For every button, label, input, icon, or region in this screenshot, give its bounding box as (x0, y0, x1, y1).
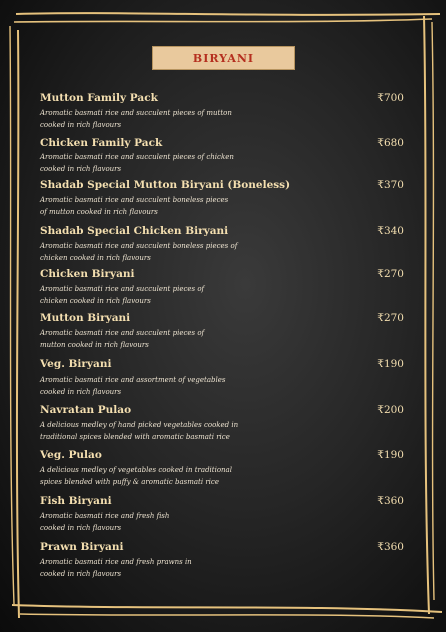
item-name: Shadab Special Mutton Biryani (Boneless) (40, 179, 291, 191)
item-price: ₹680 (377, 137, 404, 149)
item-description-line: spices blended with puffy & aromatic basmati rice (40, 478, 219, 486)
section-title: BIRYANI (192, 51, 255, 65)
section-title-box (152, 46, 295, 70)
item-name: Fish Biryani (40, 495, 112, 507)
item-description (40, 327, 240, 351)
item-description (40, 107, 240, 131)
item-description-line: cooked in rich flavours (40, 165, 122, 173)
item-description (40, 556, 240, 580)
item-name: Chicken Family Pack (40, 137, 163, 149)
item-description-line: Aromatic basmati rice and assortment of vegetables (40, 376, 226, 384)
item-price: ₹340 (377, 225, 404, 237)
item-description (40, 151, 240, 175)
item-price: ₹360 (377, 495, 404, 507)
item-description (40, 194, 240, 218)
item-description-line: Aromatic basmati rice and succulent pieces of mutton (40, 109, 232, 117)
item-name: Shadab Special Chicken Biryani (40, 225, 229, 237)
item-description (40, 283, 240, 307)
item-description-line: cooked in rich flavours (40, 121, 122, 129)
item-description-line: Aromatic basmati rice and fresh fish (40, 512, 170, 520)
item-price: ₹700 (377, 92, 404, 104)
item-description-line: mutton cooked in rich flavours (40, 341, 149, 349)
item-name: Chicken Biryani (40, 268, 135, 280)
item-name: Navratan Pulao (40, 404, 132, 416)
item-description-line: chicken cooked in rich flavours (40, 297, 151, 305)
item-description-line: chicken cooked in rich flavours (40, 254, 151, 262)
item-description (40, 374, 240, 398)
item-description-line: cooked in rich flavours (40, 388, 122, 396)
item-price: ₹270 (377, 268, 404, 280)
item-description (40, 464, 240, 488)
item-name: Prawn Biryani (40, 541, 124, 553)
item-description (40, 240, 240, 264)
item-description-line: of mutton cooked in rich flavours (40, 208, 158, 216)
item-description-line: Aromatic basmati rice and succulent pieces of (40, 285, 205, 293)
item-description-line: Aromatic basmati rice and succulent pieces of (40, 329, 205, 337)
item-description (40, 419, 240, 443)
item-name: Mutton Family Pack (40, 92, 158, 104)
item-price: ₹360 (377, 541, 404, 553)
item-description-line: cooked in rich flavours (40, 524, 122, 532)
item-price: ₹190 (377, 358, 404, 370)
item-price: ₹370 (377, 179, 404, 191)
item-description-line: cooked in rich flavours (40, 570, 122, 578)
item-price: ₹270 (377, 312, 404, 324)
item-description-line: Aromatic basmati rice and succulent pieces of chicken (40, 153, 234, 161)
item-description-line: Aromatic basmati rice and succulent boneless pieces (40, 196, 229, 204)
item-description-line: A delicious medley of vegetables cooked in traditional (40, 466, 232, 474)
item-price: ₹190 (377, 449, 404, 461)
item-description-line: Aromatic basmati rice and succulent boneless pieces of (40, 242, 238, 250)
item-price: ₹200 (377, 404, 404, 416)
item-description-line: traditional spices blended with aromatic basmati rice (40, 433, 230, 441)
item-name: Veg. Pulao (40, 449, 102, 461)
item-description (40, 510, 240, 534)
item-name: Mutton Biryani (40, 312, 131, 324)
item-description-line: Aromatic basmati rice and fresh prawns in (40, 558, 192, 566)
item-name: Veg. Biryani (40, 358, 112, 370)
item-description-line: A delicious medley of hand picked vegetables cooked in (40, 421, 239, 429)
